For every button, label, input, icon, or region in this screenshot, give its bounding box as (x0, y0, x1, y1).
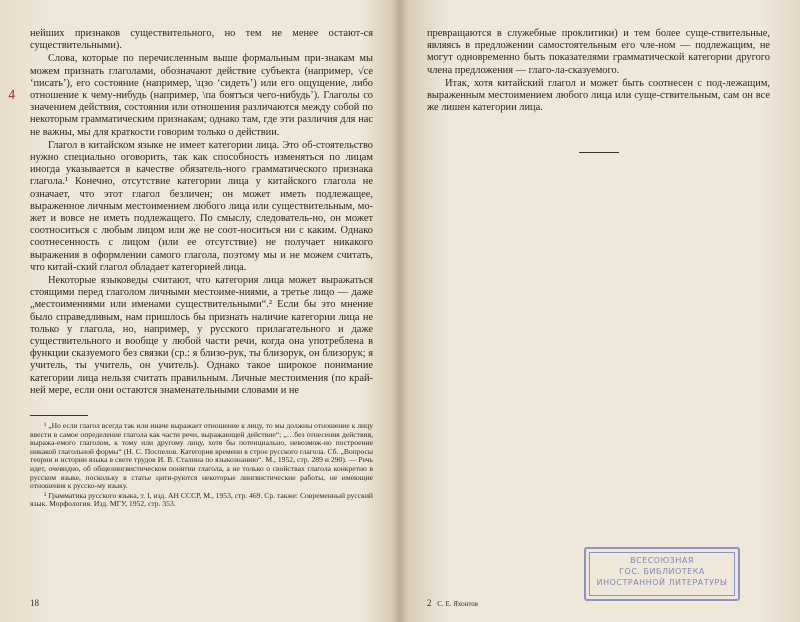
footnote: ² Грамматика русского языка, т. I, изд. АН СССР, М., 1953, стр. 469. Ср. также: Современный русский язык. Морфология. Изд. МГУ, 1952, стр. 353. (30, 490, 373, 509)
paragraph: нейших признаков существительного, но тем не менее остают-ся существительными). (30, 28, 373, 52)
author-name: С. Е. Яхонтов (437, 600, 479, 608)
signature-mark (427, 598, 478, 608)
handwritten-margin-mark: 4 (7, 87, 17, 103)
library-stamp (584, 547, 740, 601)
stamp-line: ИНОСТРАННОЙ ЛИТЕРАТУРЫ (596, 578, 728, 587)
paragraph: Итак, хотя китайский глагол и может быть соотнесен с под-лежащим, выраженным местоимением любого лица или суще-ствительным, сам он все же лишен категории лица. (427, 77, 770, 114)
paragraph: Слова, которые по перечисленным выше формальным при-знакам мы можем признать глаголами, обозначают действие субъекта (например, √се ‘писать’), его состояние (например, \цзо ‘сидеть’) или его ощущение, либо отношение к чему-нибудь (например, \па боятъся чего-нибудь’). Глаголы со значением действия, состояния или отношения различаются между собой по некоторым грамматическим признакам; однако там, где эти различия для нас не важны, мы для краткости говорим только о действии. (30, 53, 373, 138)
left-page (0, 0, 395, 622)
paragraph: Некоторые языковеды считают, что категория лица может выражаться стоящими перед глаголом личными местоиме-ниями, а третье лицо — даже „местоимениями или именами существительными“.² Если бы это мнение было справедливым, нам пришлось бы признать наличие категории лица не только у глагола, но, например, у русского прилагательного и даже существительного и вообще у любой части речи, когда она употреблена в функции сказуемого без связки (ср.: я близо-рук, ты близорук, он близорук; я учитель, ты учитель, он учитель). Однако такое широкое понимание категории лица нельзя считать правильным. Личные местоимения (по край-ней мере, если они остаются знаменательными словами и не (30, 275, 373, 396)
stamp-line: ГОС. БИБЛИОТЕКА (619, 567, 705, 576)
footnotes (30, 422, 373, 509)
right-body-text (427, 28, 770, 114)
page-number: 18 (30, 598, 39, 608)
left-body-text (30, 28, 373, 397)
stamp-line: ВСЕСОЮЗНАЯ (630, 556, 694, 565)
paragraph: Глагол в китайском языке не имеет категории лица. Это об-стоятельство нужно специально оговорить, так как способность изменяться по лицам иногда указывается в качестве обязатель-ного грамматического признака глагола.¹ Конечно, отсутствие категории лица у китайского глагола не означает, что этот глагол безличен; он может иметь подлежащее, выраженное личным местоимением любого лица или существительным, мо-жет и вовсе не иметь подлежащего. По смыслу, следователь-но, он может соотноситься с любым лицом или же не соот-носиться ни с каким. Однако соотнесенность с лицом (или ее отсутствие) не получает никакого выражения в оформлении самого глагола, поэтому мы и не можем считать, что китай-ский глагол обладает категорией лица. (30, 139, 373, 273)
signature-number: 2 (427, 598, 432, 608)
section-end-rule (579, 152, 619, 153)
paragraph: превращаются в служебные проклитики) и тем более суще-ствительные, являясь в предложении самостоятельным его чле-ном — подлежащим, не могут одновременно быть показателями грамматической категории другого члена предложения — глаго-ла-сказуемого. (427, 28, 770, 76)
right-page (405, 0, 800, 622)
footnote: ¹ „Но если глагол всегда так или иначе выражает отношение к лицу, то мы должны отношение к лицу ввести в самое определение глагола как части речи, выражающей действие“; „…без отнесения действия, выража-емого глаголом, к тому или другому лицу, хотя бы потенциально, невозмож-но построение никакой глагольной формы“ (Н. С. Поспелов. Категория времени в строе русского глагола. Сб. „Вопросы теории и истории языка в свете трудов И. В. Сталина по языкознанию“. М., 1952, стр. 289 и 290). — Речь идет, очевидно, об общелингвистическом понятии глагола, а не только о свойствах глагола конкретно в русском языке, поскольку в статье цити-руются некоторые лингвистические работы, не имеющие отношения к русско-му языку. (30, 421, 373, 491)
footnote-divider (30, 415, 88, 416)
